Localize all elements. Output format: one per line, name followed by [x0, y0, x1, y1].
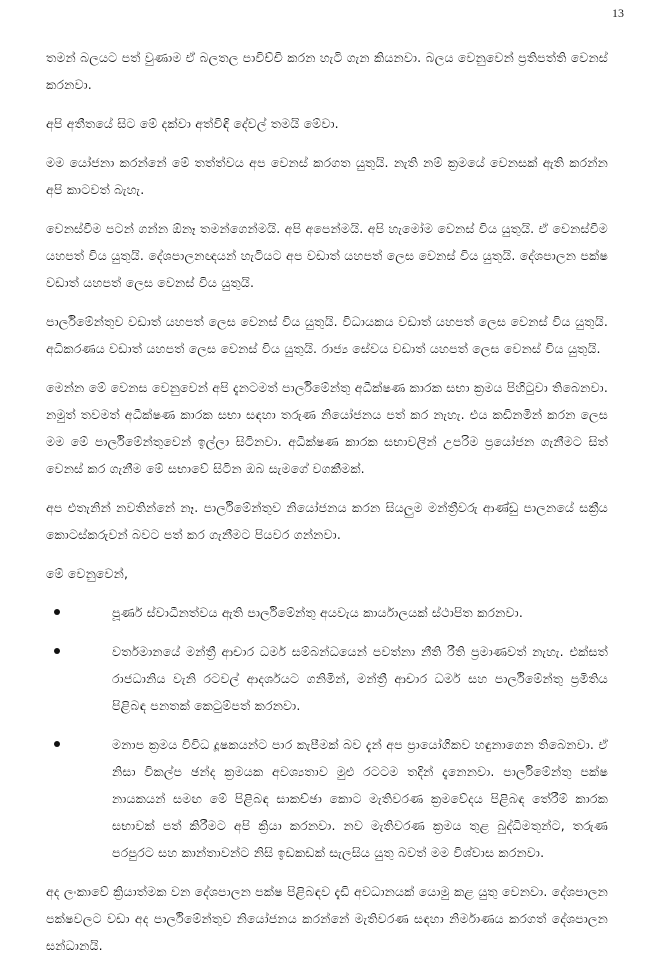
list-item: [46, 638, 608, 719]
bullet-icon: [54, 609, 60, 615]
paragraph-6: මෙන්න මේ වෙනස වෙනුවෙන් අපි දැනටමත් පාර්ලිමේන්තු අධීක්ෂණ කාරක සභා ක්‍රමය පිහිටුවා තිබෙනවා. නමුත් තවමත් අධීක්ෂණ කාරක සභා සඳහා තරුණ නියෝජනය පත් කර නැහැ. එය කඩිනමින් කරන ලෙස මම මේ පාර්ලිමේන්තුවෙන් ඉල්ලා සිටිනවා. අධීක්ෂණ කාරක සභාවලින් උපරිම ප්‍රයෝජන ගැනීමට සිත් වෙනස් කර ගැනීම මේ සභාවේ සිටින ඔබ සැමගේ වගකීමක්.: [46, 380, 608, 476]
paragraph-5: පාර්ලිමේන්තුව වඩාත් යහපත් ලෙස වෙනස් විය යුතුයි. විධායකය වඩාත් යහපත් ලෙස වෙනස් විය යුතුයි. අධිකරණය වඩාත් යහපත් ලෙස වෙනස් විය යුතුයි. රාජ්‍ය සේවය වඩාත් යහපත් ලෙස වෙනස් විය යුතුයි.: [46, 314, 608, 356]
paragraph-2: අපි අතීතයේ සිට මේ දක්වා අත්විඳි දේවල් තමයි මේවා.: [46, 116, 339, 131]
paragraph-4: වෙනස්වීම පටන් ගන්න ඕනෑ තමන්ගෙන්මයි. අපි අපෙන්මයි. අපි හැමෝම වෙනස් විය යුතුයි. ඒ වෙනස්වීම යහපත් විය යුතුයි. දේශපාලනඥයන් හැටියට අප වඩාත් යහපත් ලෙස වෙනස් විය යුතුයි. දේශපාලන පක්ෂ වඩාත් යහපත් ලෙස වෙනස් විය යුතුයි.: [46, 221, 608, 290]
paragraph-7: අප එතැනින් නවතින්නේ නෑ. පාර්ලිමේන්තුව නියෝජනය කරන සියලුම මන්ත්‍රීවරු ආණ්ඩු පාලනයේ සක්‍රීය කොටස්කරුවන් බවට පත් කර ගැනීමට පියවර ගන්නවා.: [46, 500, 608, 542]
paragraph-1: තමන් බලයට පත් වුණාම ඒ බලතල පාවිච්චි කරන හැටි ගැන කියනවා. බලය වෙනුවෙන් ප්‍රතිපත්ති වෙනස් කරනවා.: [46, 50, 608, 92]
closing-paragraph: අද ලංකාවේ ක්‍රියාත්මක වන දේශපාලන පක්ෂ පිළිබඳව දැඩි අවධානයක් යොමු කළ යුතු වෙනවා. දේශපාලන පක්ෂවලට වඩා අද පාර්ලිමේන්තුව නියෝජනය කරන්නේ මැතිවරණ සඳහා නිර්මාණය කරගත් දේශපාලන සන්ධානයි.: [46, 884, 608, 953]
document-body: [46, 44, 608, 971]
paragraph-3: මම යෝජනා කරන්නේ මේ තත්ත්වය අප වෙනස් කරගත යුතුයි. නැති නම් ක්‍රමයේ වෙනසක් ඇති කරන්න අපි කාටවත් බැහැ.: [46, 155, 608, 197]
bullet-list: [46, 599, 608, 866]
bullet-icon: [54, 741, 60, 747]
page-number: 13: [612, 6, 624, 20]
list-item-text: මනාප ක්‍රමය විවිධ දූෂකයන්ට පාර කැපීමක් බව දැන් අප ප්‍රායෝගිකව හඳුනාගෙන තිබෙනවා. ඒ නිසා විකල්ප ඡන්ද ක්‍රමයක අවශ්‍යතාව මුළු රටටම තදින් දැනෙනවා. පාර්ලිමේන්තු පක්ෂ නායකයන් සමඟ මේ පිළිබඳ සාකච්ඡා කොට මැතිවරණ ක්‍රමවේදය පිළිබඳ තේරීම් කාරක සභාවක් පත් කිරීමට අපි ක්‍රියා කරනවා. නව මැතිවරණ ක්‍රමය තුළ බුද්ධිමතුන්ට, තරුණ පරපුරට සහ කාන්තාවන්ට නිසි ඉඩකඩක් සැලසිය යුතු බවත් මම විශ්වාස කරනවා.: [112, 737, 608, 860]
list-item: [46, 599, 608, 626]
paragraph-8: මේ වෙනුවෙන්,: [46, 566, 129, 581]
bullet-icon: [54, 648, 60, 654]
list-item-text: පූර්ණ ස්වාධීනත්වය ඇති පාර්ලිමේන්තු අයවැය කාර්යාලයක් ස්ථාපිත කරනවා.: [112, 605, 523, 620]
list-item-text: වර්තමානයේ මන්ත්‍රී ආචාර ධර්ම සම්බන්ධයෙන් පවත්නා නීති රීති ප්‍රමාණවත් නැහැ. එක්සත් රාජධානිය වැනි රටවල් ආදර්ශයට ගනිමින්, මන්ත්‍රී ආචාර ධර්ම සහ පාර්ලිමේන්තු ප්‍රමිතිය පිළිබඳ පනතක් කෙටුම්පත් කරනවා.: [112, 644, 608, 713]
list-item: [46, 731, 608, 866]
